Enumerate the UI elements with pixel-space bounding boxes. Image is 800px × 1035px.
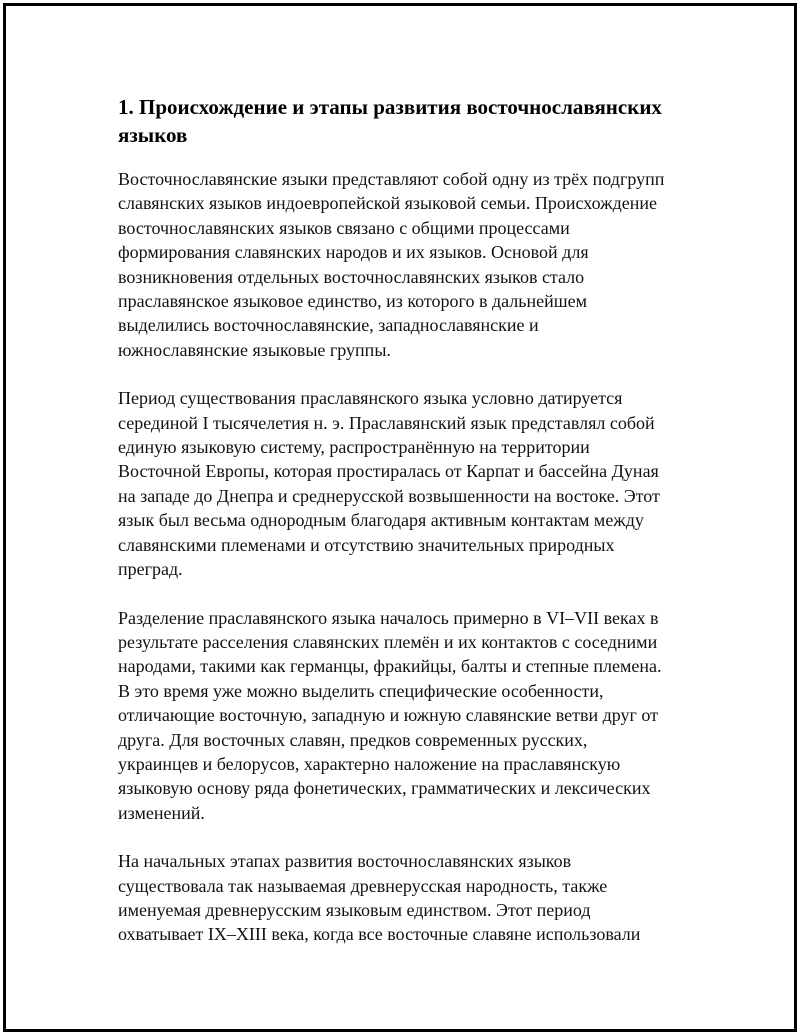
text-line: друга. Для восточных славян, предков современных русских, <box>118 729 588 750</box>
text-line: славянскими племенами и отсутствию значительных природных <box>118 534 615 555</box>
title-line: языков <box>118 123 188 147</box>
text-line: Восточнославянские языки представляют собой одну из трёх подгрупп <box>118 169 665 189</box>
text-line: серединой I тысячелетия н. э. Праславянский язык представлял собой <box>118 412 655 433</box>
paragraph-4 <box>118 849 688 947</box>
text-line: южнославянские языковые группы. <box>118 339 391 360</box>
text-line: славянских языков индоевропейской языковой семьи. Происхождение <box>118 193 657 214</box>
title-line: 1. Происхождение и этапы развития восточнославянских <box>118 95 662 119</box>
text-line: Период существования праславянского языка условно датируется <box>118 388 623 409</box>
text-line: язык был весьма однородным благодаря активным контактам между <box>118 510 644 531</box>
section-title <box>118 93 688 149</box>
text-line: народами, такими как германцы, фракийцы, балты и степные племена. <box>118 656 662 677</box>
text-line: возникновения отдельных восточнославянских языков стало <box>118 266 585 287</box>
text-line: отличающие восточную, западную и южную славянские ветви друг от <box>118 705 659 726</box>
document-body <box>118 93 688 971</box>
text-line: На начальных этапах развития восточнославянских языков <box>118 851 572 872</box>
text-line: праславянское языковое единство, из которого в дальнейшем <box>118 291 587 312</box>
text-line: языковую основу ряда фонетических, грамматических и лексических <box>118 778 651 799</box>
text-line: именуемая древнерусским языковым единством. Этот период <box>118 899 591 920</box>
text-line: украинцев и белорусов, характерно наложение на праславянскую <box>118 753 621 774</box>
paragraph-1 <box>118 167 688 362</box>
text-line: результате расселения славянских племён и их контактов с соседними <box>118 631 658 652</box>
text-line: Восточной Европы, которая простиралась от Карпат и бассейна Дуная <box>118 461 659 482</box>
text-line: выделились восточнославянские, западнославянские и <box>118 315 539 336</box>
text-line: Разделение праславянского языка началось примерно в VI–VII веках в <box>118 607 659 628</box>
text-line: восточнославянских языков связано с общими процессами <box>118 217 570 238</box>
text-line: преград. <box>118 559 183 580</box>
text-line: единую языковую систему, распространённую на территории <box>118 437 590 458</box>
paragraph-3 <box>118 606 688 826</box>
text-line: на западе до Днепра и среднерусской возвышенности на востоке. Этот <box>118 485 660 506</box>
text-line: охватывает IX–XIII века, когда все восточные славяне использовали <box>118 924 641 945</box>
paragraph-2 <box>118 386 688 581</box>
text-line: В это время уже можно выделить специфические особенности, <box>118 680 604 701</box>
text-line: формирования славянских народов и их языков. Основой для <box>118 242 589 263</box>
text-line: существовала так называемая древнерусская народность, также <box>118 875 608 896</box>
text-line: изменений. <box>118 802 205 823</box>
